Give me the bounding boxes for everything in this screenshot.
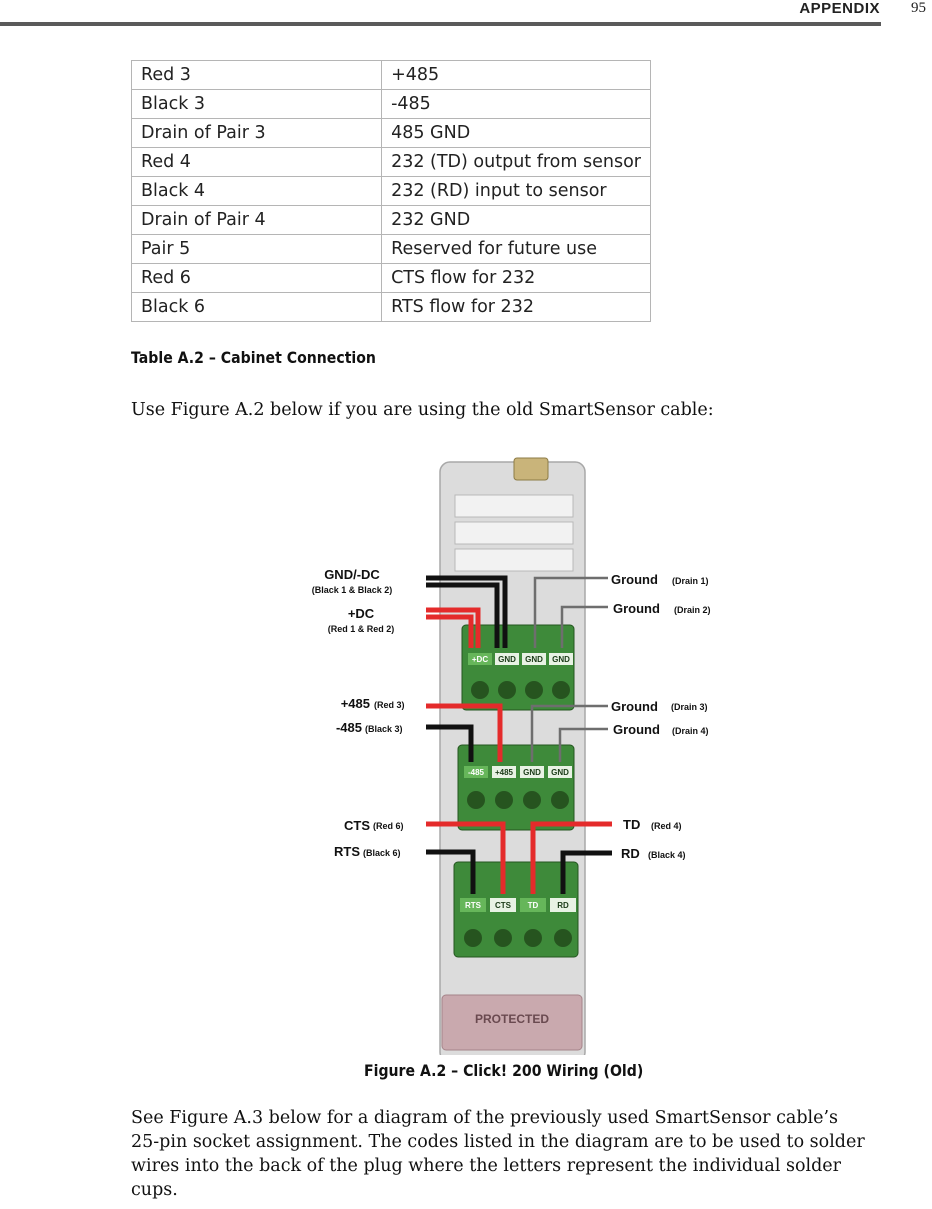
click200-wiring-figure — [290, 450, 730, 1055]
wire-cell: Drain of Pair 4 — [132, 206, 382, 235]
wire-cell: Drain of Pair 3 — [132, 119, 382, 148]
label-td-sub: (Red 4) — [651, 821, 682, 831]
label-drain-1: (Drain 1) — [672, 576, 709, 586]
label-drain-2: (Drain 2) — [674, 605, 711, 615]
signal-cell: 232 GND — [382, 206, 651, 235]
table-row — [132, 90, 651, 119]
label-ground-3: Ground — [611, 699, 658, 714]
table-row — [132, 264, 651, 293]
page-number: 95 — [911, 0, 926, 16]
signal-cell: Reserved for future use — [382, 235, 651, 264]
label-gnd-dc: GND/-DC — [324, 567, 380, 582]
label-plus485-sub: (Red 3) — [374, 700, 405, 710]
wire-cell: Black 3 — [132, 90, 382, 119]
terminal-label: GND — [551, 768, 569, 777]
signal-cell: -485 — [382, 90, 651, 119]
label-cts: CTS — [344, 818, 370, 833]
table-caption: Table A.2 – Cabinet Connection — [131, 348, 376, 367]
table-row — [132, 206, 651, 235]
terminal-label: GND — [552, 655, 570, 664]
label-ground-2: Ground — [613, 601, 660, 616]
housing-fins — [455, 495, 573, 571]
table-row — [132, 148, 651, 177]
label-td: TD — [623, 817, 641, 832]
table-row — [132, 61, 651, 90]
terminal-label: TD — [527, 901, 539, 910]
wire-cell: Red 3 — [132, 61, 382, 90]
wire-cell: Red 4 — [132, 148, 382, 177]
terminal-label: GND — [498, 655, 516, 664]
terminal-label: RTS — [465, 901, 481, 910]
label-cts-sub: (Red 6) — [373, 821, 404, 831]
protected-label: PROTECTED — [474, 1012, 550, 1026]
label-rts-sub: (Black 6) — [363, 848, 401, 858]
signal-cell: +485 — [382, 61, 651, 90]
terminal-label: +485 — [494, 768, 514, 777]
description-paragraph: See Figure A.3 below for a diagram of the previously used SmartSensor cable’s 25-pin socket assignment. The codes listed in the diagram are to be used to solder wires into the back of the plug where the letters represent the individual solder cups. — [131, 1108, 865, 1200]
signal-cell: 232 (RD) input to sensor — [382, 177, 651, 206]
signal-cell: RTS flow for 232 — [382, 293, 651, 322]
label-plus-dc: +DC — [347, 606, 375, 621]
label-drain-3: (Drain 3) — [671, 702, 708, 712]
header-rule — [0, 22, 881, 26]
label-drain-4: (Drain 4) — [672, 726, 709, 736]
terminal-label: GND — [525, 655, 543, 664]
label-ground-1: Ground — [611, 572, 658, 587]
signal-cell: 232 (TD) output from sensor — [382, 148, 651, 177]
terminal-label: RD — [557, 901, 569, 910]
label-plus485: +485 — [340, 696, 370, 711]
label-rts: RTS — [334, 844, 360, 859]
label-plus-dc-sub: (Red 1 & Red 2) — [327, 624, 395, 634]
terminal-label: CTS — [495, 901, 511, 910]
table-row — [132, 177, 651, 206]
signal-cell: 485 GND — [382, 119, 651, 148]
table-row — [132, 235, 651, 264]
label-rd-sub: (Black 4) — [648, 850, 686, 860]
wire-cell: Black 6 — [132, 293, 382, 322]
wire-cell: Pair 5 — [132, 235, 382, 264]
table-row — [132, 293, 651, 322]
figure-caption: Figure A.2 – Click! 200 Wiring (Old) — [364, 1061, 644, 1080]
label-gnd-dc-sub: (Black 1 & Black 2) — [311, 585, 393, 595]
terminal-label: -485 — [467, 768, 485, 777]
terminal-block-2 — [458, 745, 574, 830]
label-rd: RD — [621, 846, 640, 861]
din-clip — [514, 458, 548, 480]
terminal-label: +DC — [471, 655, 489, 664]
wire-cell: Red 6 — [132, 264, 382, 293]
table-row — [132, 119, 651, 148]
header-section-title: APPENDIX — [799, 0, 880, 17]
wire-cell: Black 4 — [132, 177, 382, 206]
label-minus485: -485 — [335, 720, 362, 735]
cabinet-connection-table — [131, 60, 651, 322]
label-minus485-sub: (Black 3) — [365, 724, 403, 734]
terminal-label: GND — [523, 768, 541, 777]
label-ground-4: Ground — [613, 722, 660, 737]
intro-paragraph: Use Figure A.2 below if you are using the old SmartSensor cable: — [131, 400, 714, 420]
signal-cell: CTS flow for 232 — [382, 264, 651, 293]
